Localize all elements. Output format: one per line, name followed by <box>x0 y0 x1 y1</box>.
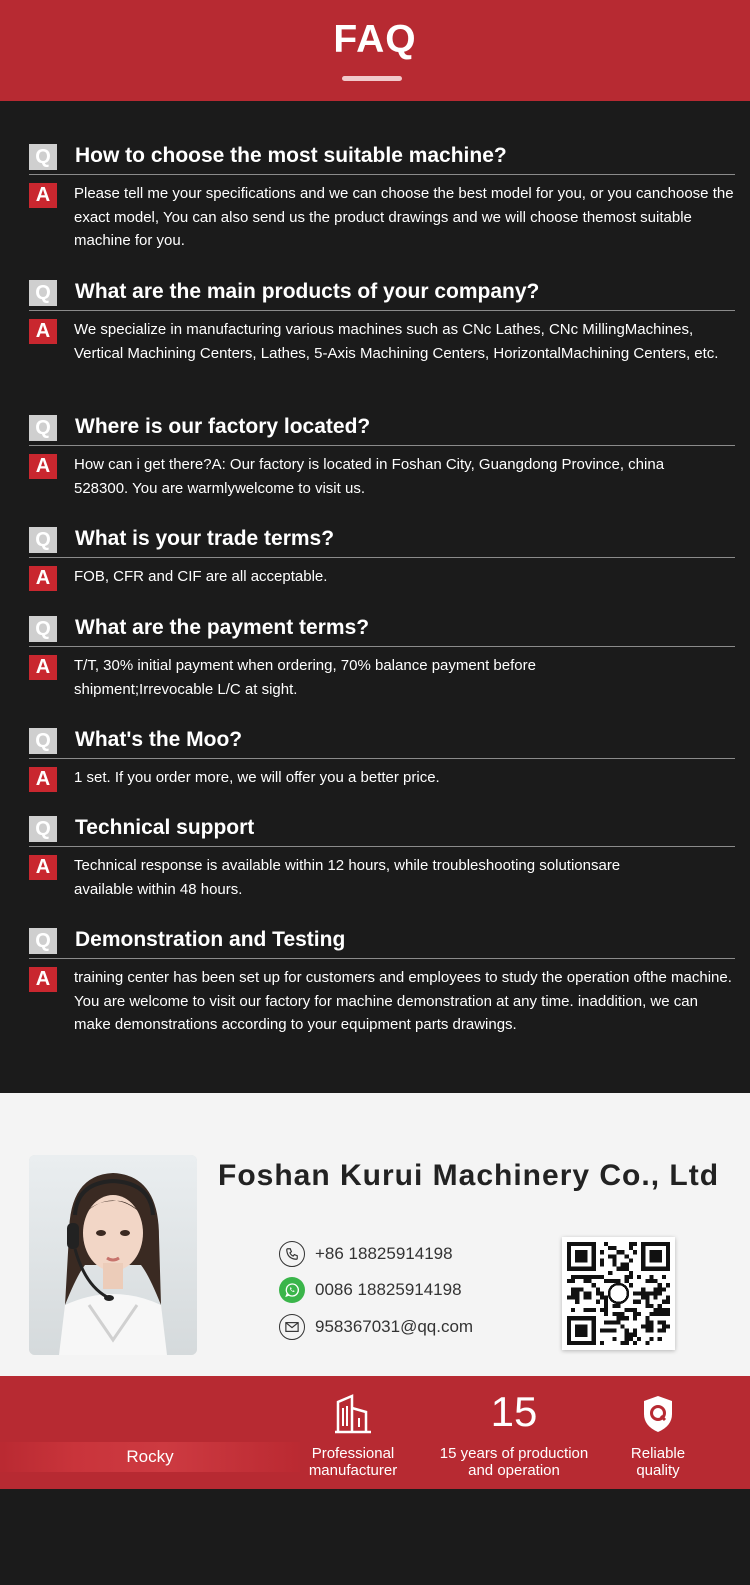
company-name: Foshan Kurui Machinery Co., Ltd <box>218 1159 720 1192</box>
years-number: 15 <box>490 1388 538 1435</box>
answer-row <box>29 318 735 365</box>
whatsapp-number: 0086 18825914198 <box>315 1280 462 1299</box>
answer-text: 1 set. If you order more, we will offer you a better price. <box>74 769 440 786</box>
answer-text: FOB, CFR and CIF are all acceptable. <box>74 568 328 585</box>
feature-label: manufacturer <box>308 1462 398 1479</box>
question-row <box>29 526 735 558</box>
answer-text: How can i get there?A: Our factory is located in Foshan City, Guangdong Province, china 528300. You are warmlywelcome to visit us. <box>74 456 665 497</box>
feature-quality <box>608 1390 708 1479</box>
whatsapp-line[interactable] <box>279 1277 462 1303</box>
contact-section <box>0 1093 750 1376</box>
answer-text: We specialize in manufacturing various machines such as CNc Lathes, CNc MillingMachines, Vertical Machining Centers, Lathes, 5-Axis Machining Centers, HorizontalMachining Centers, etc. <box>74 321 719 362</box>
question-row <box>29 927 735 959</box>
faq-item <box>29 927 735 1037</box>
question-row <box>29 143 735 175</box>
email-address: 958367031@qq.com <box>315 1317 474 1336</box>
faq-section <box>0 101 750 1093</box>
feature-label: Reliable <box>630 1445 686 1462</box>
question-row <box>29 279 735 311</box>
a-badge: A <box>29 855 57 880</box>
whatsapp-qr-code[interactable] <box>562 1237 675 1350</box>
faq-item <box>29 143 735 253</box>
whatsapp-icon <box>279 1277 305 1303</box>
agent-name: Rocky <box>126 1447 174 1466</box>
faq-item <box>29 815 735 901</box>
q-badge: Q <box>29 728 57 754</box>
email-line[interactable] <box>279 1314 473 1340</box>
a-badge: A <box>29 967 57 992</box>
answer-text: Please tell me your specifications and we can choose the best model for you, or you canchoose the exact model, You can also send us the product drawings and we will choose themost suitable machine for you. <box>74 185 734 249</box>
answer-row <box>29 654 735 701</box>
question-text: What are the main products of your company? <box>75 280 540 303</box>
page-title: FAQ <box>333 18 417 61</box>
answer-row <box>29 766 735 790</box>
q-badge: Q <box>29 280 57 306</box>
question-row <box>29 815 735 847</box>
answer-row <box>29 966 735 1037</box>
faq-header <box>0 0 750 101</box>
faq-item <box>29 727 735 790</box>
phone-number: +86 18825914198 <box>315 1244 453 1263</box>
q-badge: Q <box>29 415 57 441</box>
answer-row <box>29 453 735 500</box>
a-badge: A <box>29 183 57 208</box>
a-badge: A <box>29 767 57 792</box>
question-text: How to choose the most suitable machine? <box>75 144 507 167</box>
feature-label: quality <box>636 1462 680 1479</box>
q-badge: Q <box>29 616 57 642</box>
answer-text: Technical response is available within 12 hours, while troubleshooting solutionsare available within 48 hours. <box>74 857 621 898</box>
faq-item <box>29 526 735 589</box>
answer-row <box>29 565 735 589</box>
feature-years <box>434 1390 594 1479</box>
q-badge: Q <box>29 816 57 842</box>
feature-label: 15 years of production <box>439 1445 589 1462</box>
answer-text: training center has been set up for customers and employees to study the operation ofthe machine. You are welcome to visit our factory for machine demonstration at any time. inaddition, we can make demonstrations according to your equipment parts drawings. <box>74 969 732 1033</box>
phone-icon <box>279 1241 305 1267</box>
title-underline <box>342 76 402 81</box>
q-badge: Q <box>29 144 57 170</box>
question-text: Technical support <box>75 816 255 839</box>
faq-item <box>29 414 735 500</box>
answer-text: T/T, 30% initial payment when ordering, 70% balance payment before shipment;Irrevocable L/C at sight. <box>74 657 536 698</box>
answer-row <box>29 182 735 253</box>
answer-row <box>29 854 735 901</box>
phone-line[interactable] <box>279 1241 453 1267</box>
feature-bar <box>0 1376 750 1489</box>
email-icon <box>279 1314 305 1340</box>
a-badge: A <box>29 454 57 479</box>
question-text: What is your trade terms? <box>75 527 335 550</box>
question-text: What's the Moo? <box>75 728 243 751</box>
feature-label: and operation <box>468 1462 560 1479</box>
q-badge: Q <box>29 527 57 553</box>
building-icon <box>293 1390 413 1434</box>
faq-item <box>29 279 735 365</box>
a-badge: A <box>29 566 57 591</box>
feature-label: Professional <box>311 1445 395 1462</box>
agent-name-strip <box>0 1442 300 1472</box>
feature-professional <box>293 1390 413 1479</box>
question-text: Demonstration and Testing <box>75 928 346 951</box>
support-agent-avatar <box>29 1155 197 1355</box>
footer-spacer <box>0 1489 750 1585</box>
faq-item <box>29 615 735 701</box>
question-text: What are the payment terms? <box>75 616 370 639</box>
a-badge: A <box>29 319 57 344</box>
question-text: Where is our factory located? <box>75 415 371 438</box>
a-badge: A <box>29 655 57 680</box>
shield-q-icon <box>608 1390 708 1434</box>
question-row <box>29 414 735 446</box>
question-row <box>29 615 735 647</box>
q-badge: Q <box>29 928 57 954</box>
question-row <box>29 727 735 759</box>
